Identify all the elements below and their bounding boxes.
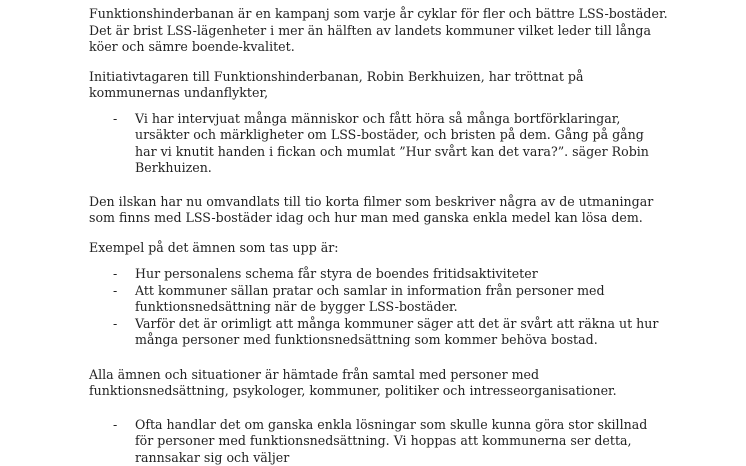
bullet-marker: - (113, 266, 117, 283)
bullet-marker: - (113, 316, 117, 333)
quote-text: Vi har intervjuat många människor och fått höra så många bortförklaringar, ursäkter och märkligheter om LSS-bostäder, och bristen på dem. Gång på gång har vi knutit handen i fickan och mumlat ”Hur svårt kan det vara?”. säger Robin Berkhuizen. (135, 111, 649, 176)
bullet-marker: - (113, 111, 117, 128)
examples-heading: Exempel på det ämnen som tas upp är: (89, 240, 669, 257)
examples-list (89, 266, 669, 349)
intro-paragraph: Funktionshinderbanan är en kampanj som varje år cyklar för fler och bättre LSS-bostäder. Det är brist LSS-lägenheter i mer än hälften av landets kommuner vilket leder till långa köer och sämre boende-kvalitet. (89, 6, 669, 56)
list-item (89, 417, 669, 466)
list-item (89, 283, 669, 316)
example-text: Hur personalens schema får styra de boendes fritidsaktiviteter (135, 266, 538, 281)
bullet-marker: - (113, 417, 117, 434)
list-item (89, 316, 669, 349)
example-text: Att kommuner sällan pratar och samlar in information från personer med funktionsnedsättning när de bygger LSS-bostäder. (135, 283, 605, 315)
closing-list (89, 417, 669, 466)
document-body (89, 6, 669, 466)
list-item (89, 266, 669, 283)
sources-paragraph: Alla ämnen och situationer är hämtade från samtal med personer med funktionsnedsättning, psykologer, kommuner, politiker och intresseorganisationer. (89, 367, 669, 400)
initiator-paragraph: Initiativtagaren till Funktionshinderbanan, Robin Berkhuizen, har tröttnat på kommunernas undanflykter, (89, 69, 669, 102)
quote-list (89, 111, 669, 177)
films-paragraph: Den ilskan har nu omvandlats till tio korta filmer som beskriver några av de utmaningar som finns med LSS-bostäder idag och hur man med ganska enkla medel kan lösa dem. (89, 194, 669, 227)
quote-item (89, 111, 669, 177)
example-text: Varför det är orimligt att många kommuner säger att det är svårt att räkna ut hur många personer med funktionsnedsättning som kommer behöva bostad. (135, 316, 658, 348)
bullet-marker: - (113, 283, 117, 300)
closing-text: Ofta handlar det om ganska enkla lösningar som skulle kunna göra stor skillnad för personer med funktionsnedsättning. Vi hoppas att kommunerna ser detta, rannsakar sig och väljer (135, 417, 647, 465)
